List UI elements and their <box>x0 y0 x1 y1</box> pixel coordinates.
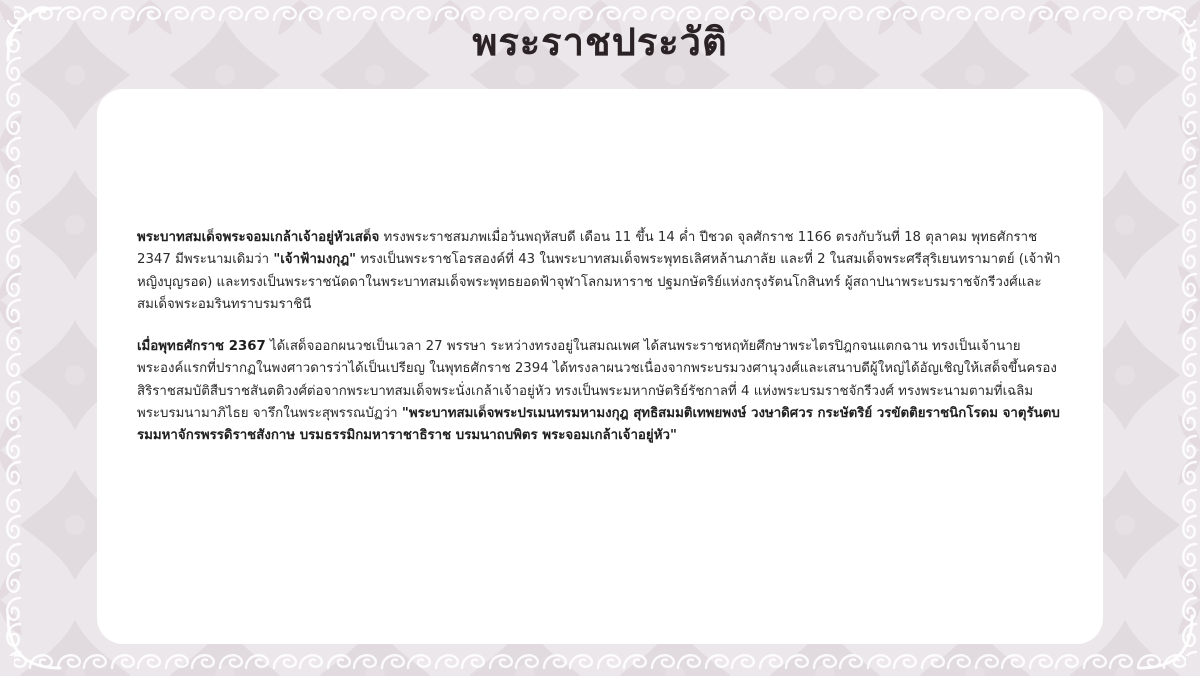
bold-birth-name: "เจ้าฟ้ามงกุฎ" <box>273 252 357 268</box>
content-card <box>97 89 1103 644</box>
bold-king-name: พระบาทสมเด็จพระจอมเกล้าเจ้าอยู่หัวเสด็จ <box>137 230 380 245</box>
biography-text <box>137 227 1067 448</box>
page-title: พระราชประวัติ <box>472 20 728 64</box>
bold-royal-title: "พระบาทสมเด็จพระปรเมนทรมหามงกุฎ สุทธิสมมติเทพยพงษ์ วงษาดิศวร กระษัตริย์ วรขัตติยราชนิกโรดม จาตุรันตบรมมหาจักรพรรดิราชสังกาษ บรมธรรมิกมหาราชาธิราช บรมนาถบพิตร พระจอมเกล้าเจ้าอยู่หัว" <box>137 406 1060 444</box>
text-birth-details: ทรงพระราชสมภพเมื่อวันพฤหัสบดี เดือน 11 ขึ้น 14 ค่ำ ปีชวด จุลศักราช 1166 ตรงกับวันที่ 18 ตุลาคม พุทธศักราช 2347 มีพระนามเดิมว่า <box>137 230 1038 268</box>
paragraph-ordination <box>137 336 1067 447</box>
text-lineage: ทรงเป็นพระราชโอรสองค์ที่ 43 ในพระบาทสมเด็จพระพุทธเลิศหล้านภาลัย และที่ 2 ในสมเด็จพระศรีสุริเยนทรามาตย์ (เจ้าฟ้าหญิงบุญรอด) และทรงเป็นพระราชนัดดาในพระบาทสมเด็จพระพุทธยอดฟ้าจุฬาโลกมหาราช ปฐมกษัตริย์แห่งกรุงรัตนโกสินทร์ ผู้สถาปนาพระบรมราชจักรีวงศ์และสมเด็จพระอมรินทราบรมราชินี <box>137 252 1061 312</box>
bold-year-2367: เมื่อพุทธศักราช 2367 <box>137 339 266 355</box>
text-reign-details: ได้เสด็จออกผนวชเป็นเวลา 27 พรรษา ระหว่างทรงอยู่ในสมณเพศ ได้สนพระราชหฤทัยศึกษาพระไตรปิฎกจนแตกฉาน ทรงเป็นเจ้านายพระองค์แรกที่ปรากฏในพงศาวดารว่าได้เป็นเปรียญ ในพุทธศักราช 2394 ได้ทรงลาผนวชเนื่องจากพระบรมวงศานุวงศ์และเสนาบดีผู้ใหญ่ได้อัญเชิญให้เสด็จขึ้นครองสิริราชสมบัติสืบราชสันตติวงศ์ต่อจากพระบาทสมเด็จพระนั่งเกล้าเจ้าอยู่หัว ทรงเป็นพระมหากษัตริย์รัชกาลที่ 4 แห่งพระบรมราชจักรีวงศ์ ทรงพระนามตามที่เฉลิมพระบรมนามาภิไธย จารึกในพระสุพรรณบัฏว่า <box>137 339 1057 422</box>
paragraph-birth <box>137 227 1067 316</box>
